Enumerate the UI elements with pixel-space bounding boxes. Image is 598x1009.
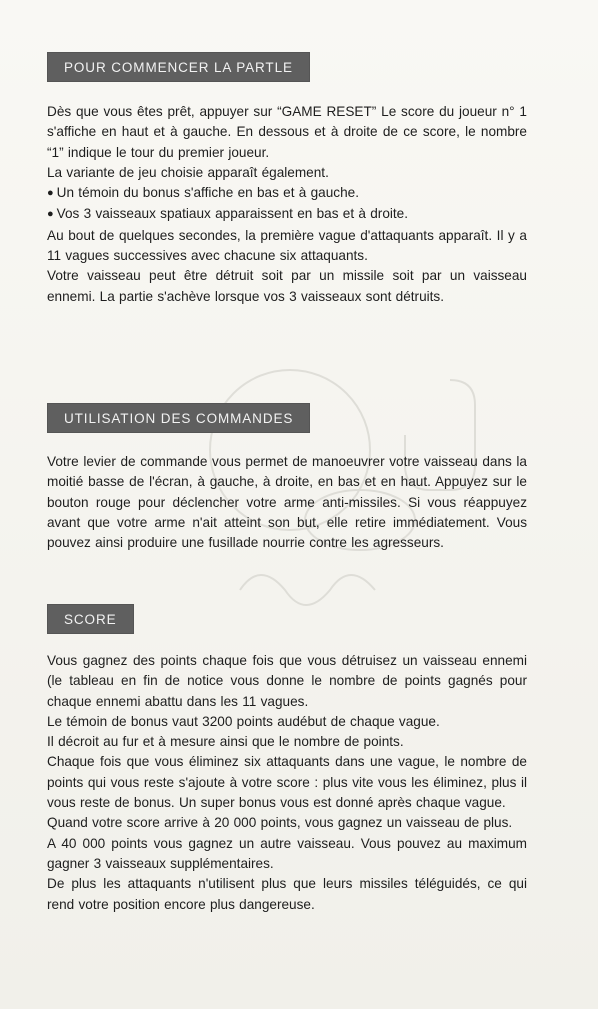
bullet-item <box>47 204 527 225</box>
bullet-text: Vos 3 vaisseaux spatiaux apparaissent en bas et à droite. <box>56 206 409 222</box>
section-heading: SCORE <box>47 604 134 634</box>
bullet-icon <box>47 185 57 200</box>
section-heading: POUR COMMENCER LA PARTLE <box>47 52 310 82</box>
section-body <box>47 651 527 915</box>
bullet-item <box>47 183 527 204</box>
section-heading: UTILISATION DES COMMANDES <box>47 403 310 433</box>
bullet-text: Un témoin du bonus s'affiche en bas et à gauche. <box>56 185 359 201</box>
paragraph: Quand votre score arrive à 20 000 points, vous gagnez un vaisseau de plus. <box>47 815 513 831</box>
paragraph: Chaque fois que vous éliminez six attaquants dans une vague, le nombre de points qui vous reste s'ajoute à votre score : plus vite vous les éliminez, plus il vous reste de bonus. Un super bonus vous est donné après chaque vague. <box>47 754 527 811</box>
paragraph: Il décroit au fur et à mesure ainsi que le nombre de points. <box>47 734 404 750</box>
section-score <box>47 604 527 915</box>
paragraph: A 40 000 points vous gagnez un autre vaisseau. Vous pouvez au maximum gagner 3 vaisseaux supplémentaires. <box>47 835 527 871</box>
bullet-icon <box>47 206 57 221</box>
paragraph: La variante de jeu choisie apparaît également. <box>47 164 329 180</box>
paragraph: Vous gagnez des points chaque fois que vous détruisez un vaisseau ennemi (le tableau en fin de notice vous donne le nombre de points gagnés pour chaque ennemi abattu dans les 11 vagues. <box>47 653 527 709</box>
section-controls <box>47 403 527 553</box>
paragraph: Votre vaisseau peut être détruit soit par un missile soit par un vaisseau ennemi. La partie s'achève lorsque vos 3 vaisseaux sont détruits. <box>47 268 527 304</box>
section-start-game <box>47 52 527 307</box>
paragraph: Dès que vous êtes prêt, appuyer sur “GAME RESET” Le score du joueur n° 1 s'affiche en haut et à gauche. En dessous et à droite de ce score, le nombre “1” indique le tour du premier joueur. <box>47 104 527 160</box>
paragraph: Au bout de quelques secondes, la première vague d'attaquants apparaît. Il y a 11 vagues successives avec chacune six attaquants. <box>47 227 527 264</box>
section-body <box>47 102 527 307</box>
section-body <box>47 452 527 553</box>
paragraph: Votre levier de commande vous permet de manoeuvrer votre vaisseau dans la moitié basse de l'écran, à gauche, à droite, en bas et en haut. Appuyez sur le bouton rouge pour déclencher votre arme anti-missiles. Si vous réappuyez avant que votre arme n'ait atteint son but, elle retire immédiatement. Vous pouvez ainsi produire une fusillade nourrie contre les agresseurs. <box>47 454 527 551</box>
paragraph: De plus les attaquants n'utilisent plus que leurs missiles téléguidés, ce qui rend votre position encore plus dangereuse. <box>47 876 527 912</box>
paragraph: Le témoin de bonus vaut 3200 points audébut de chaque vague. <box>47 713 440 729</box>
